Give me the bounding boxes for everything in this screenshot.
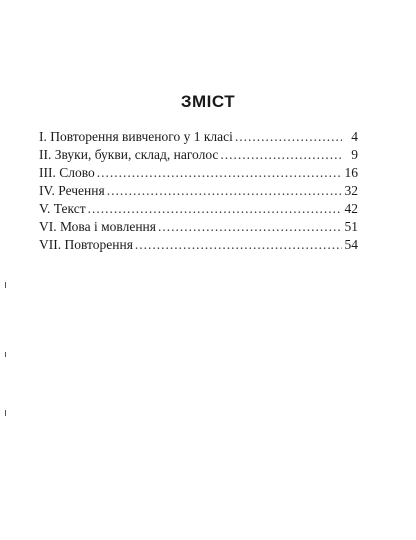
toc-leader-dots	[97, 164, 342, 182]
toc-leader-dots	[220, 146, 342, 164]
toc-entry-label: ІІІ. Слово	[39, 165, 95, 180]
toc-entry	[39, 218, 358, 236]
toc-entry	[39, 236, 358, 254]
toc-leader-dots	[88, 200, 342, 218]
toc-entry-label: IV. Речення	[39, 183, 105, 198]
scan-edge-mark	[5, 282, 6, 288]
toc-entry-page: 51	[344, 219, 358, 234]
table-of-contents	[39, 128, 358, 254]
toc-entry-label: ІІ. Звуки, букви, склад, наголос	[39, 147, 219, 162]
toc-entry-label: І. Повторення вивченого у 1 класі	[39, 129, 233, 144]
toc-entry-page: 42	[344, 201, 358, 216]
scan-edge-mark	[5, 352, 6, 357]
scan-edge-mark	[5, 410, 6, 416]
toc-entry-page: 54	[344, 237, 358, 252]
toc-entry-label: VII. Повторення	[39, 237, 133, 252]
toc-entry	[39, 182, 358, 200]
toc-leader-dots	[107, 182, 342, 200]
toc-entry	[39, 146, 358, 164]
toc-entry-page: 4	[351, 129, 358, 144]
page-title: ЗМІСТ	[180, 92, 236, 111]
toc-leader-dots	[135, 236, 342, 254]
toc-entry	[39, 164, 358, 182]
toc-entry-label: VI. Мова і мовлення	[39, 219, 156, 234]
toc-leader-dots	[158, 218, 342, 236]
toc-entry	[39, 128, 358, 146]
toc-entry-label: V. Текст	[39, 201, 86, 216]
toc-entry-page: 32	[344, 183, 358, 198]
toc-entry	[39, 200, 358, 218]
toc-entry-page: 9	[351, 147, 358, 162]
toc-leader-dots	[235, 128, 342, 146]
toc-entry-page: 16	[344, 165, 358, 180]
